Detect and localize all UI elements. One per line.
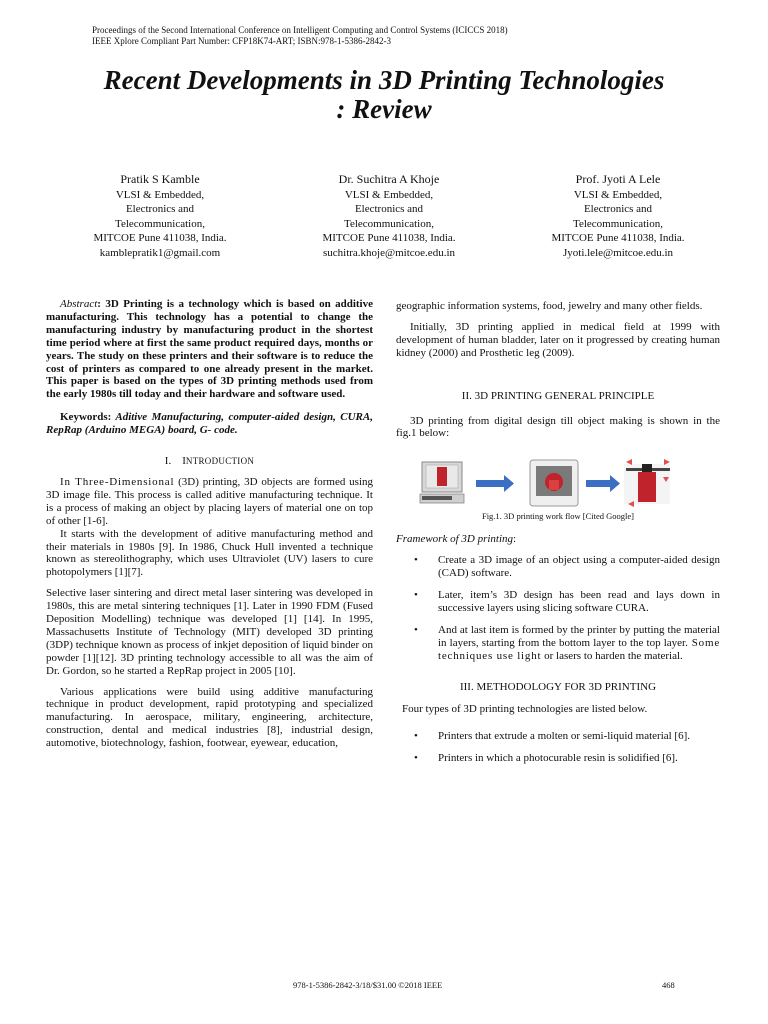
section-heading-introduction: I. INTRODUCTION <box>164 455 255 468</box>
title-line2: : Review <box>336 94 432 124</box>
intro-paragraph-4: Various applications were build using additive manufacturing technique in product development, rapid prototyping and specialized manufacturing. In aerospace, military, engineering, architecture, construction, dental and medical industries [8], industrial design, automotive, biotechnology, fashion, footwear, eyewear, education, <box>46 685 373 750</box>
printed-object-icon <box>624 459 670 507</box>
author-address: MITCOE Pune 411038, India. <box>93 232 227 245</box>
keywords-label: Keywords: <box>60 411 112 424</box>
footer-copyright: 978-1-5386-2842-3/18/$31.00 ©2018 IEEE <box>293 980 443 990</box>
intro-paragraph-2: It starts with the development of aditive manufacturing method and their materials in 1980s [9]. In 1986, Chuck Hull invented a technique known as stereolithography, which uses Ultraviolet (UV) lasers to cure photopolymers [1][7]. <box>46 527 373 579</box>
list-item: • Create a 3D image of an object using a computer-aided design (CAD) software. <box>414 554 720 580</box>
paper-title <box>0 66 768 124</box>
author-affiliation: VLSI & Embedded, <box>115 188 205 201</box>
bullet-icon: • <box>414 730 418 743</box>
author-email: suchitra.khoje@mitcoe.edu.in <box>322 246 455 259</box>
list-item: • Printers that extrude a molten or semi-liquid material [6]. <box>414 730 691 743</box>
author-address: MITCOE Pune 411038, India. <box>322 232 456 245</box>
author-affiliation: Telecommunication, <box>344 217 434 230</box>
author-affiliation: Telecommunication, <box>573 217 663 230</box>
methodology-list <box>396 730 720 765</box>
author-affiliation: Electronics and <box>125 203 195 216</box>
printer-icon <box>530 460 578 506</box>
section-heading-methodology: III. METHODOLOGY FOR 3D PRINTING <box>459 680 657 693</box>
abstract <box>46 298 373 401</box>
right-column <box>396 300 720 774</box>
author-affiliation: Electronics and <box>583 203 653 216</box>
abstract-text: : 3D Printing is a technology which is based on additive manufacturing. This technology has a potential to change the manufacturing industry by manufacturing product in the shortest time period where at first the same product required days, months or years. The study on these printers and their software is to reduce the cost of printers as compared to one already present in the market. This paper is based on the types of 3D printing methods used from the early 1980s till today and their hardware and software used. <box>46 298 373 401</box>
author-email: kamblepratik1@gmail.com <box>99 246 221 259</box>
author-address: MITCOE Pune 411038, India. <box>551 232 685 245</box>
list-item: • Later, item’s 3D design has been read and lays down in successive layers using slicing software CURA. <box>414 588 720 614</box>
figure-caption: Fig.1. 3D printing work flow [Cited Google] <box>481 511 635 522</box>
workflow-figure-image <box>418 458 672 508</box>
intro-paragraph-3: Selective laser sintering and direct metal laser sintering was developed in 1980s, this are metal sintering techniques [1]. Later in 1990 FDM (Fused Deposition Modelling) technique was developed [1] [14]. In 1995, Massachusetts Institute of Technology (MIT) developed 3D printing (3DP) technique known as process of inkjet deposition of liquid binder on powder [1][12]. 3D printing technology accessible to all was the aim of Dr. Gordon, so he started a RepRap project in 2005 [10]. <box>46 587 373 677</box>
right-paragraph-medical: Initially, 3D printing applied in medical field at 1999 with development of human bladder, later on it progressed by creating human kidney (2000) and Prosthetic leg (2009). <box>396 320 720 359</box>
bullet-icon: • <box>414 554 418 567</box>
computer-icon <box>420 462 464 503</box>
bullet-icon: • <box>414 623 418 636</box>
right-paragraph-continuation: geographic information systems, food, jewelry and many other fields. <box>396 300 703 312</box>
general-principle-paragraph: 3D printing from digital design till object making is shown in the fig.1 below: <box>396 414 720 440</box>
abstract-label: Abstract <box>60 298 98 310</box>
keywords-text: Aditive Manufacturing, computer-aided design, CURA, RepRap (Arduino MEGA) board, G- code. <box>46 411 373 437</box>
left-column <box>46 298 373 758</box>
author-affiliation: Telecommunication, <box>115 217 205 230</box>
bullet-icon: • <box>414 588 418 601</box>
list-item: • And at last item is formed by the printer by putting the material in layers, starting from the bottom layer to the top layer. Some techniques use light or lasers to harden the material. <box>414 623 720 662</box>
list-item: • Printers in which a photocurable resin is solidified [6]. <box>414 752 678 765</box>
arrow-icon <box>476 475 514 492</box>
title-line1: Recent Developments in 3D Printing Technologies <box>103 65 665 95</box>
author-affiliation: VLSI & Embedded, <box>573 188 663 201</box>
author-name: Pratik S Kamble <box>120 172 200 186</box>
author-email: Jyoti.lele@mitcoe.edu.in <box>562 246 674 259</box>
section-heading-general-principle: II. 3D PRINTING GENERAL PRINCIPLE <box>461 389 655 402</box>
bullet-icon: • <box>414 752 418 765</box>
conference-header-line1: Proceedings of the Second International Conference on Intelligent Computing and Control Systems (ICICCS 2018) <box>92 25 508 35</box>
author-name: Dr. Suchitra A Khoje <box>338 172 440 186</box>
page-number: 468 <box>662 980 675 990</box>
author-block-1 <box>50 172 270 261</box>
intro-paragraph-1: In Three-Dimensional (3D) printing, 3D objects are formed using 3D image file. This process is called aditive manufacturing technique. It is a process of making an object by placing layers of material one on top of other [1-6]. <box>46 475 373 527</box>
arrow-icon <box>586 475 620 492</box>
author-affiliation: VLSI & Embedded, <box>344 188 434 201</box>
figure-3d-printing-workflow <box>418 458 672 508</box>
author-block-3 <box>508 172 728 261</box>
framework-heading: Framework of 3D printing: <box>396 533 517 546</box>
author-block-2 <box>279 172 499 261</box>
framework-list <box>396 554 720 662</box>
keywords <box>46 411 373 437</box>
methodology-paragraph: Four types of 3D printing technologies are listed below. <box>402 703 648 716</box>
author-affiliation: Electronics and <box>354 203 424 216</box>
author-name: Prof. Jyoti A Lele <box>575 172 661 186</box>
conference-header-line2: IEEE Xplore Compliant Part Number: CFP18K74-ART; ISBN:978-1-5386-2842-3 <box>92 36 391 46</box>
